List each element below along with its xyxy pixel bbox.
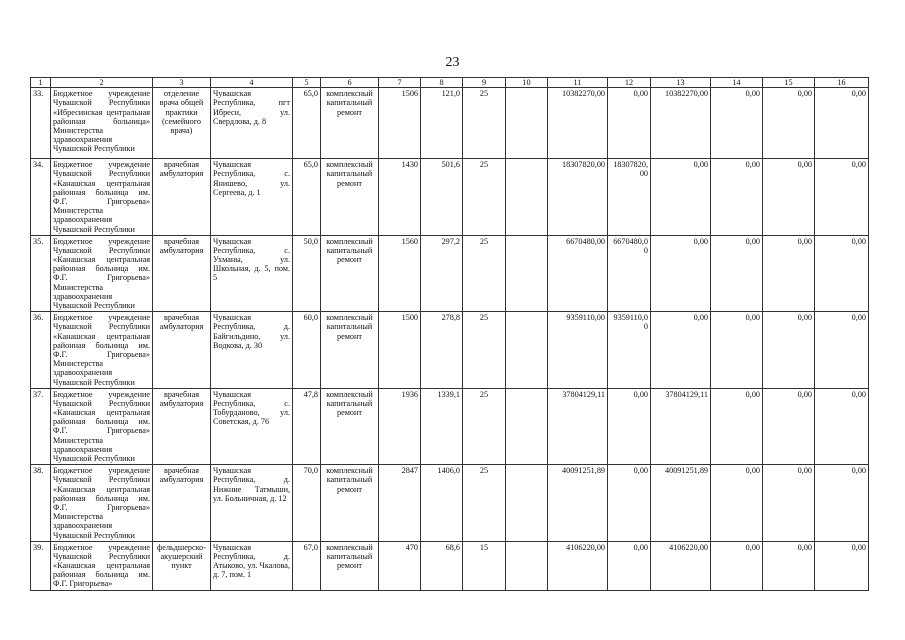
table-row xyxy=(31,88,869,159)
total-cost: 4106220,00 xyxy=(548,541,608,590)
wear-percent: 50,0 xyxy=(293,235,321,312)
col-16-value: 0,00 xyxy=(815,465,869,542)
col-16-value: 0,00 xyxy=(815,541,869,590)
row-number: 34. xyxy=(31,159,51,236)
address: Чувашская Республика, с. Янишево, ул. Сергеева, д. 1 xyxy=(211,159,293,236)
col-10-value xyxy=(506,465,548,542)
work-type: комплексный капитальный ремонт xyxy=(321,88,379,159)
address: Чувашская Республика, д. Байгильдино, ул. Водкова, д. 30 xyxy=(211,312,293,389)
table-row xyxy=(31,312,869,389)
address: Чувашская Республика, с. Тобурдановo, ул. Советская, д. 76 xyxy=(211,388,293,465)
total-cost: 40091251,89 xyxy=(548,465,608,542)
institution-name: Бюджетное учреждение Чувашской Республики «Ибресинская центральная районная больница» Министерства здравоохранения Чувашской Республики xyxy=(51,88,153,159)
col-15-value: 0,00 xyxy=(763,312,815,389)
col-14-value: 0,00 xyxy=(711,312,763,389)
col-header: 7 xyxy=(379,78,421,88)
row-number: 37. xyxy=(31,388,51,465)
col-7-value: 470 xyxy=(379,541,421,590)
total-cost: 37804129,11 xyxy=(548,388,608,465)
col-15-value: 0,00 xyxy=(763,388,815,465)
col-16-value: 0,00 xyxy=(815,235,869,312)
total-cost: 6670480,00 xyxy=(548,235,608,312)
row-number: 39. xyxy=(31,541,51,590)
col-header: 16 xyxy=(815,78,869,88)
work-type: комплексный капитальный ремонт xyxy=(321,159,379,236)
col-7-value: 1506 xyxy=(379,88,421,159)
col-10-value xyxy=(506,388,548,465)
total-cost: 10382270,00 xyxy=(548,88,608,159)
column-number-row xyxy=(31,78,869,88)
col-10-value xyxy=(506,235,548,312)
col-8-value: 1406,0 xyxy=(421,465,463,542)
table-row xyxy=(31,159,869,236)
col-header: 15 xyxy=(763,78,815,88)
col-7-value: 1560 xyxy=(379,235,421,312)
col-9-value: 15 xyxy=(463,541,506,590)
col-header: 11 xyxy=(548,78,608,88)
col-14-value: 0,00 xyxy=(711,541,763,590)
col-14-value: 0,00 xyxy=(711,159,763,236)
wear-percent: 67,0 xyxy=(293,541,321,590)
table-row xyxy=(31,388,869,465)
facility-type: врачебная амбулатория xyxy=(153,235,211,312)
institution-name: Бюджетное учреждение Чувашской Республики «Канашская центральная районная больница им. Ф.Г. Григорьева» Министерства здравоохранения Чувашской Республики xyxy=(51,235,153,312)
col-header: 14 xyxy=(711,78,763,88)
table-body xyxy=(31,88,869,591)
col-10-value xyxy=(506,312,548,389)
col-15-value: 0,00 xyxy=(763,159,815,236)
work-type: комплексный капитальный ремонт xyxy=(321,465,379,542)
col-header: 1 xyxy=(31,78,51,88)
col-10-value xyxy=(506,159,548,236)
col-header: 5 xyxy=(293,78,321,88)
col-12-value: 9359110,00 xyxy=(608,312,651,389)
col-14-value: 0,00 xyxy=(711,88,763,159)
table-row xyxy=(31,541,869,590)
col-header: 3 xyxy=(153,78,211,88)
col-10-value xyxy=(506,541,548,590)
wear-percent: 70,0 xyxy=(293,465,321,542)
address: Чувашская Республика, пгт Ибреси, ул. Свердлова, д. 8 xyxy=(211,88,293,159)
facility-type: врачебная амбулатория xyxy=(153,312,211,389)
col-12-value: 0,00 xyxy=(608,388,651,465)
col-14-value: 0,00 xyxy=(711,465,763,542)
col-16-value: 0,00 xyxy=(815,312,869,389)
col-9-value: 25 xyxy=(463,159,506,236)
address: Чувашская Республика, с. Ухманы, ул. Школьная, д. 5, пом. 5 xyxy=(211,235,293,312)
col-12-value: 0,00 xyxy=(608,541,651,590)
row-number: 35. xyxy=(31,235,51,312)
page-number: 23 xyxy=(445,55,460,70)
address: Чувашская Республика, д. Атыково, ул. Чкалова, д. 7, пом. 1 xyxy=(211,541,293,590)
col-12-value: 6670480,00 xyxy=(608,235,651,312)
col-header: 10 xyxy=(506,78,548,88)
col-9-value: 25 xyxy=(463,312,506,389)
col-12-value: 0,00 xyxy=(608,88,651,159)
col-header: 9 xyxy=(463,78,506,88)
col-13-value: 4106220,00 xyxy=(651,541,711,590)
col-9-value: 25 xyxy=(463,465,506,542)
col-16-value: 0,00 xyxy=(815,388,869,465)
institution-name: Бюджетное учреждение Чувашской Республики «Канашская центральная районная больница им. Ф.Г. Григорьева» xyxy=(51,541,153,590)
col-7-value: 1430 xyxy=(379,159,421,236)
col-9-value: 25 xyxy=(463,235,506,312)
col-header: 6 xyxy=(321,78,379,88)
col-8-value: 1339,1 xyxy=(421,388,463,465)
row-number: 33. xyxy=(31,88,51,159)
col-header: 4 xyxy=(211,78,293,88)
col-13-value: 0,00 xyxy=(651,312,711,389)
col-9-value: 25 xyxy=(463,88,506,159)
col-12-value: 0,00 xyxy=(608,465,651,542)
col-15-value: 0,00 xyxy=(763,465,815,542)
col-8-value: 501,6 xyxy=(421,159,463,236)
table-row xyxy=(31,465,869,542)
col-13-value: 40091251,89 xyxy=(651,465,711,542)
row-number: 38. xyxy=(31,465,51,542)
col-13-value: 0,00 xyxy=(651,235,711,312)
col-7-value: 1936 xyxy=(379,388,421,465)
col-16-value: 0,00 xyxy=(815,88,869,159)
address: Чувашская Республика, д. Нижние Татмыши, ул. Больничная, д. 12 xyxy=(211,465,293,542)
institution-name: Бюджетное учреждение Чувашской Республики «Канашская центральная районная больница им. Ф.Г. Григорьева» Министерства здравоохранения Чувашской Республики xyxy=(51,159,153,236)
col-7-value: 2847 xyxy=(379,465,421,542)
col-13-value: 10382270,00 xyxy=(651,88,711,159)
institution-name: Бюджетное учреждение Чувашской Республики «Канашская центральная районная больница им. Ф.Г. Григорьева» Министерства здравоохранения Чувашской Республики xyxy=(51,388,153,465)
total-cost: 9359110,00 xyxy=(548,312,608,389)
col-8-value: 297,2 xyxy=(421,235,463,312)
col-12-value: 18307820,00 xyxy=(608,159,651,236)
col-15-value: 0,00 xyxy=(763,541,815,590)
col-7-value: 1500 xyxy=(379,312,421,389)
col-header: 2 xyxy=(51,78,153,88)
facility-type: врачебная амбулатория xyxy=(153,159,211,236)
col-header: 8 xyxy=(421,78,463,88)
col-13-value: 0,00 xyxy=(651,159,711,236)
facilities-table xyxy=(30,77,869,591)
col-8-value: 278,8 xyxy=(421,312,463,389)
col-8-value: 121,0 xyxy=(421,88,463,159)
facility-type: отделение врача общей практики (семейного врача) xyxy=(153,88,211,159)
work-type: комплексный капитальный ремонт xyxy=(321,312,379,389)
work-type: комплексный капитальный ремонт xyxy=(321,541,379,590)
total-cost: 18307820,00 xyxy=(548,159,608,236)
col-15-value: 0,00 xyxy=(763,88,815,159)
facility-type: врачебная амбулатория xyxy=(153,388,211,465)
facility-type: фельдшерско-акушерский пункт xyxy=(153,541,211,590)
wear-percent: 60,0 xyxy=(293,312,321,389)
work-type: комплексный капитальный ремонт xyxy=(321,388,379,465)
row-number: 36. xyxy=(31,312,51,389)
col-header: 13 xyxy=(651,78,711,88)
col-8-value: 68,6 xyxy=(421,541,463,590)
institution-name: Бюджетное учреждение Чувашской Республики «Канашская центральная районная больница им. Ф.Г. Григорьева» Министерства здравоохранения Чувашской Республики xyxy=(51,465,153,542)
col-13-value: 37804129,11 xyxy=(651,388,711,465)
col-9-value: 25 xyxy=(463,388,506,465)
col-15-value: 0,00 xyxy=(763,235,815,312)
facility-type: врачебная амбулатория xyxy=(153,465,211,542)
table-row xyxy=(31,235,869,312)
wear-percent: 65,0 xyxy=(293,88,321,159)
col-14-value: 0,00 xyxy=(711,388,763,465)
wear-percent: 47,8 xyxy=(293,388,321,465)
col-14-value: 0,00 xyxy=(711,235,763,312)
col-header: 12 xyxy=(608,78,651,88)
work-type: комплексный капитальный ремонт xyxy=(321,235,379,312)
col-16-value: 0,00 xyxy=(815,159,869,236)
col-10-value xyxy=(506,88,548,159)
wear-percent: 65,0 xyxy=(293,159,321,236)
institution-name: Бюджетное учреждение Чувашской Республики «Канашская центральная районная больница им. Ф.Г. Григорьева» Министерства здравоохранения Чувашской Республики xyxy=(51,312,153,389)
